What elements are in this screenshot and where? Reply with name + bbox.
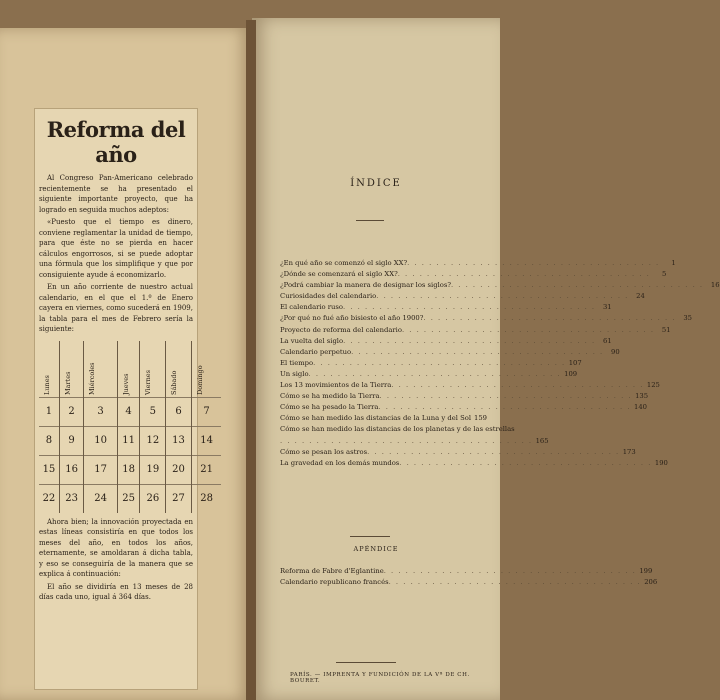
toc-entry-page: 135 [635, 392, 649, 401]
clipping-paragraph-5: El año se dividiría en 13 meses de 28 días cada uno, igual á 364 días. [39, 582, 193, 601]
toc-entry [280, 258, 676, 269]
appendix-title: APÉNDICE [353, 545, 399, 553]
calendar-day: 15 [39, 455, 59, 484]
clipping-paragraph-2: «Puesto que el tiempo es dinero, conviene reglamentar la unidad de tiempo, para que éste no se pierda en hacer cálculos engorrosos, si se puede adoptar una fórmula que los simplifique y que por consiguiente ayude á economizarlo. [39, 218, 193, 279]
toc-entry-title: Reforma de Fabre d'Eglantine [280, 567, 384, 575]
toc-entry-page: 109 [564, 369, 578, 378]
toc-entry [280, 358, 582, 369]
toc-entry-page: 1 [671, 259, 676, 267]
toc-entry-title: La vuelta del siglo [280, 336, 344, 345]
day-header: Miércoles [84, 341, 118, 398]
toc-leader-dots: . . . . . . . . . . . . . . . . . . . . . . . . . . . . . . . . . . . [308, 369, 562, 378]
calendar-day: 7 [191, 397, 221, 426]
calendar-day: 20 [166, 455, 191, 484]
toc-entry-title: Cómo se han medido las distancias de los planetas y de las estrellas [280, 425, 515, 434]
appendix-rule [350, 536, 390, 537]
appendix-contents [280, 566, 658, 588]
toc-entry-title: ¿Dónde se comenzará el siglo XX? [280, 270, 398, 279]
toc-entry-title: Cómo se ha pesado la Tierra [280, 403, 379, 412]
toc-leader-dots: . . . . . . . . . . . . . . . . . . . . . . . . . . . . . . . . . . . [343, 336, 596, 345]
toc-entry-page: 5 [661, 270, 667, 279]
clipping-paragraph-3: En un año corriente de nuestro actual calendario, en el que el 1.º de Enero cayera en viernes, como sucederá en 1909, la tabla para el mes de Febrero sería la siguiente: [39, 283, 193, 333]
toc-leader-dots: . . . . . . . . . . . . . . . . . . . . . . . . . . . . . . . . . . . [401, 325, 655, 334]
toc-entry-page: 190 [654, 458, 668, 467]
day-header: Lunes [39, 341, 59, 398]
table-of-contents [280, 258, 720, 469]
title-rule [356, 220, 384, 221]
toc-entry [280, 336, 612, 347]
toc-entry-page: 140 [634, 403, 648, 412]
toc-entry-page: 125 [646, 381, 660, 390]
toc-leader-dots: . . . . . . . . . . . . . . . . . . . . . . . . . . . . . . . . . . . [280, 436, 533, 445]
calendar-day: 24 [84, 484, 118, 513]
toc-entry [280, 302, 612, 313]
toc-leader-dots: . . . . . . . . . . . . . . . . . . . . . . . . . . . . . . . . . . . [376, 292, 629, 301]
calendar-day: 27 [166, 484, 191, 513]
toc-entry [280, 577, 658, 588]
toc-entry-page: 165 [535, 436, 549, 445]
toc-entry [280, 458, 668, 469]
toc-entry [280, 325, 671, 336]
toc-entry [280, 413, 487, 424]
toc-entry-page [515, 424, 531, 435]
toc-leader-dots: . . . . . . . . . . . . . . . . . . . . . . . . . . . . . . . . . . . [343, 303, 596, 312]
toc-leader-dots: . . . . . . . . . . . . . . . . . . . . . . . . . . . . . . . . . . . [383, 567, 637, 575]
toc-entry [280, 566, 653, 577]
calendar-week-row [39, 455, 221, 484]
toc-entry-page: 16 [710, 281, 720, 290]
toc-entry-title: Cómo se pesan los astros [280, 447, 368, 456]
toc-entry-page: 51 [661, 325, 671, 334]
toc-leader-dots: . . . . . . . . . . . . . . . . . . . . . . . . . . . . . . . . . . . [351, 347, 604, 356]
toc-leader-dots: . . . . . . . . . . . . . . . . . . . . . . . . . . . . . . . . . . . [388, 578, 642, 587]
toc-entry [280, 280, 720, 291]
calendar-day: 22 [39, 484, 59, 513]
toc-entry-page: 159 [474, 414, 487, 423]
toc-entry-title: El calendario ruso [280, 303, 344, 312]
toc-entry-page: 24 [636, 292, 645, 301]
toc-entry-title: Cómo se ha medido la Tierra [280, 392, 380, 401]
clipping-paragraph-4: Ahora bien; la innovación proyectada en estas líneas consistiría en que todos los meses del año, en todos los años, eternamente, se amoldaran á dicha tabla, y eso se conseguiría de la manera que se explica á continuación: [39, 517, 193, 578]
toc-entry-title: La gravedad en los demás mundos [280, 458, 400, 467]
calendar-day: 14 [191, 426, 221, 455]
toc-entry [280, 402, 648, 413]
footer-rule [336, 662, 396, 663]
toc-entry [280, 347, 620, 358]
calendar-day: 13 [166, 426, 191, 455]
index-title: ÍNDICE [350, 178, 402, 189]
calendar-table [39, 341, 221, 513]
newspaper-clipping [34, 108, 213, 690]
toc-entry-title: ¿En qué año se comenzó el siglo XX? [280, 259, 408, 267]
toc-entry-title: ¿Podrá cambiar la manera de designar los siglos? [280, 281, 451, 290]
toc-entry-title: Curiosidades del calendario [280, 292, 377, 301]
calendar-day: 28 [191, 484, 221, 513]
calendar-day: 4 [117, 397, 140, 426]
calendar-day: 10 [84, 426, 118, 455]
toc-leader-dots: . . . . . . . . . . . . . . . . . . . . . . . . . . . . . . . . . . . [399, 458, 652, 467]
toc-entry-title: Calendario republicano francés [280, 578, 389, 587]
calendar-day: 5 [140, 397, 166, 426]
day-header: Jueves [117, 341, 140, 398]
calendar-day: 25 [117, 484, 140, 513]
toc-entry [280, 436, 549, 447]
toc-leader-dots: . . . . . . . . . . . . . . . . . . . . . . . . . . . . . . . . . . . [378, 403, 632, 412]
toc-entry [280, 380, 660, 391]
calendar-day: 17 [84, 455, 118, 484]
toc-entry-title: ¿Por qué no fué año bisiesto el año 1900? [280, 314, 424, 323]
toc-leader-dots: . . . . . . . . . . . . . . . . . . . . . . . . . . . . . . . . . . . [450, 281, 704, 290]
calendar-day: 8 [39, 426, 59, 455]
toc-entry-title: Los 13 movimientos de la Tierra [280, 381, 392, 390]
clipping-title: Reforma del año [46, 117, 186, 167]
toc-entry-page: 173 [622, 447, 636, 456]
toc-entry-page: 90 [611, 347, 620, 356]
calendar-week-row [39, 397, 221, 426]
toc-leader-dots: . . . . . . . . . . . . . . . . . . . . . . . . . . . . . . . . . . . [407, 259, 660, 267]
calendar-day: 26 [140, 484, 166, 513]
calendar-week-row [39, 426, 221, 455]
toc-entry [280, 369, 578, 380]
book-spine [246, 20, 256, 700]
printer-footer: PARÍS. — IMPRENTA Y FUNDICIÓN DE LA Vª DE CH. BOURET. [290, 672, 470, 684]
day-header: Viernes [140, 341, 166, 398]
toc-entry-page: 31 [602, 303, 612, 312]
calendar-day: 2 [59, 397, 83, 426]
toc-leader-dots: . . . . . . . . . . . . . . . . . . . . . . . . . . . . . . . . . . . [379, 392, 633, 401]
toc-entry-page: 199 [639, 567, 653, 575]
calendar-day: 11 [117, 426, 140, 455]
toc-entry-page: 35 [683, 314, 692, 323]
day-header: Martes [59, 341, 83, 398]
toc-entry [280, 313, 692, 324]
calendar-header-row [39, 341, 221, 398]
toc-entry-title: Proyecto de reforma del calendario [280, 325, 402, 334]
toc-entry-page: 206 [644, 578, 658, 587]
calendar-day: 18 [117, 455, 140, 484]
toc-leader-dots: . . . . . . . . . . . . . . . . . . . . . . . . . . . . . . . . . . . [313, 358, 566, 367]
toc-entry-title: Un siglo [280, 369, 309, 378]
toc-entry [280, 291, 645, 302]
calendar-day: 6 [166, 397, 191, 426]
calendar-day: 9 [59, 426, 83, 455]
calendar-day: 1 [39, 397, 59, 426]
toc-entry-title: Calendario perpetuo [280, 347, 352, 356]
calendar-day: 12 [140, 426, 166, 455]
toc-leader-dots: . . . . . . . . . . . . . . . . . . . . . . . . . . . . . . . . . . . [423, 314, 676, 323]
calendar-week-row [39, 484, 221, 513]
toc-leader-dots: . . . . . . . . . . . . . . . . . . . . . . . . . . . . . . . . . . . [391, 381, 644, 390]
toc-entry-title: El tiempo [280, 358, 314, 367]
toc-entry [280, 447, 636, 458]
calendar-day: 16 [59, 455, 83, 484]
toc-entry-page: 61 [603, 336, 612, 345]
clipping-paragraph-1: Al Congreso Pan-Americano celebrado recientemente se ha presentado el siguiente importante proyecto, que ha logrado en seguida muchos adeptos: [39, 174, 193, 214]
toc-entry [280, 391, 649, 402]
toc-entry [280, 269, 667, 280]
toc-entry [280, 424, 515, 435]
calendar-day: 19 [140, 455, 166, 484]
day-header: Domingo [195, 364, 204, 395]
day-header: Sábado [166, 341, 191, 398]
toc-entry-page: 107 [568, 358, 582, 367]
calendar-day: 21 [191, 455, 221, 484]
toc-leader-dots: . . . . . . . . . . . . . . . . . . . . . . . . . . . . . . . . . . . [367, 447, 620, 456]
toc-leader-dots: . . . . . . . . . . . . . . . . . . . . . . . . . . . . . . . . . . . [397, 270, 651, 279]
calendar-day: 3 [84, 397, 118, 426]
calendar-day: 23 [59, 484, 83, 513]
toc-entry-title: Cómo se han medido las distancias de la Luna y del Sol [280, 414, 471, 423]
